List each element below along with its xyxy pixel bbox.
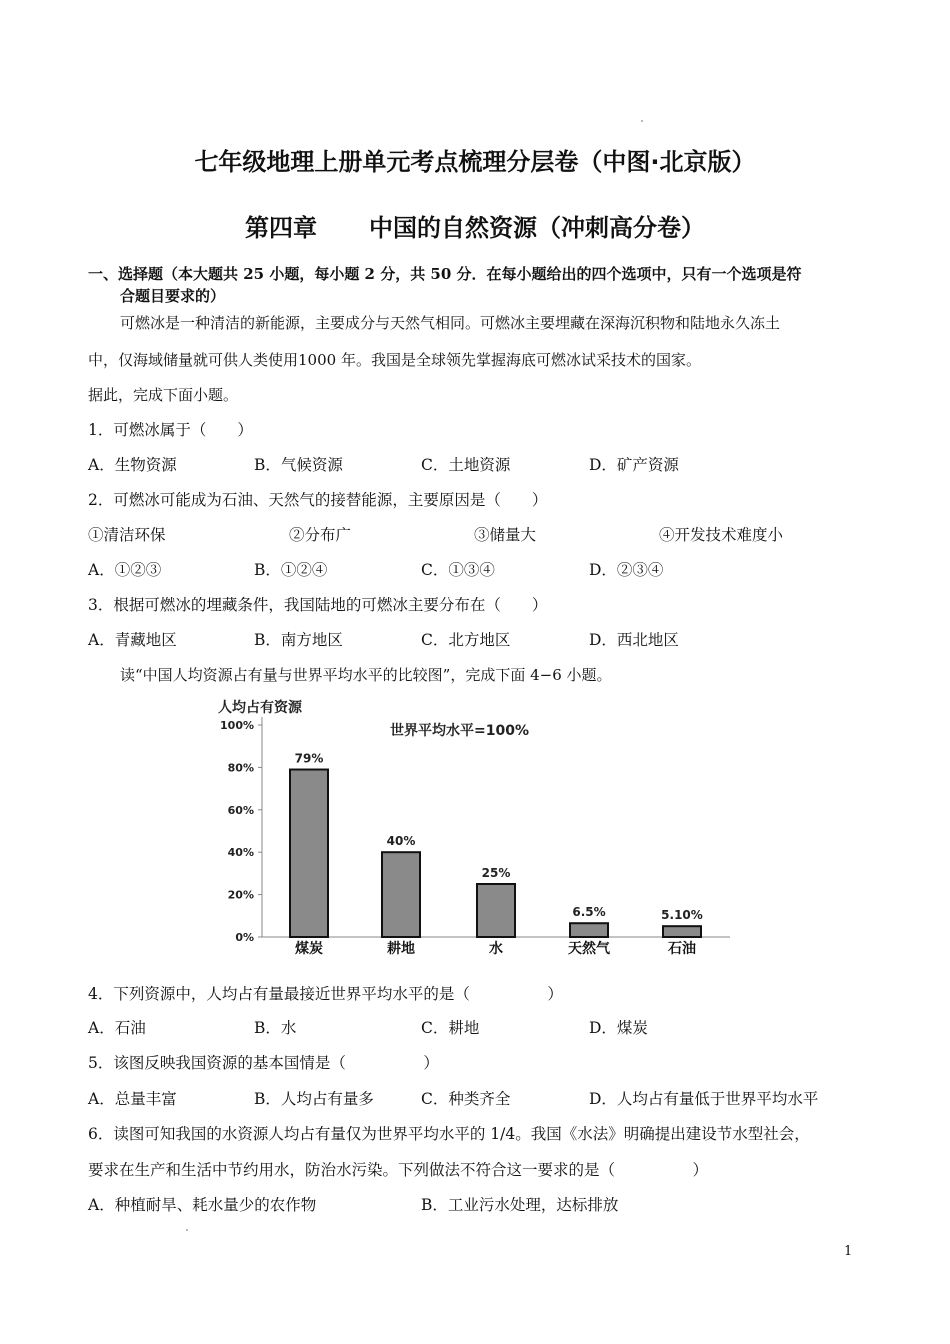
q5-stem: 5．该图反映我国资源的基本国情是（ ） [88,1054,439,1072]
q4-option-a: A．石油 [88,1019,146,1037]
q2-option-d: D．②③④ [589,561,664,579]
bar-value-label: 6.5% [572,905,606,920]
bar-石油 [663,926,701,937]
q2-option-a: A．①②③ [88,561,162,579]
resource-bar-chart [212,695,742,960]
q2-statement-1: ①清洁环保 [88,526,166,544]
chapter-name: 中国的自然资源（冲刺高分卷） [369,214,705,242]
bar-value-label: 25% [481,866,511,880]
y-tick-label: 40% [227,846,254,860]
q2-statement-3: ③储量大 [474,526,537,544]
x-category-label: 天然气 [568,941,610,957]
q1-option-d: D．矿产资源 [589,456,679,474]
section-heading-line1: 一、选择题（本大题共 25 小题，每小题 2 分，共 50 分．在每小题给出的四个选项中，只有一个选项是符 [88,265,802,283]
q5-option-d: D．人均占有量低于世界平均水平 [589,1090,819,1108]
passage1-line3: 据此，完成下面小题。 [88,386,239,404]
y-tick-label: 60% [227,803,254,817]
chart-title: 世界平均水平=100% [390,723,529,739]
y-tick-label: 20% [227,888,254,902]
q1-stem: 1．可燃冰属于（ ） [88,421,253,439]
bar-天然气 [570,923,608,937]
passage1-line2: 中，仅海域储量就可供人类使用1000 年。我国是全球领先掌握海底可燃冰试采技术的国家。 [88,351,701,369]
x-category-label: 煤炭 [295,941,323,957]
x-category-label: 石油 [668,941,696,957]
y-tick-label: 80% [227,761,254,775]
y-tick-label: 100% [220,719,254,732]
bar-煤炭 [290,770,328,937]
q1-option-a: A．生物资源 [88,456,177,474]
scan-dot [641,120,643,122]
bar-value-label: 5.10% [661,908,703,923]
chart-ylabel: 人均占有资源 [218,700,302,716]
page-number: 1 [844,1244,853,1259]
y-tick-label: 0% [235,931,254,944]
q2-statement-2: ②分布广 [289,526,352,544]
q2-statement-4: ④开发技术难度小 [659,526,784,544]
page-title: 七年级地理上册单元考点梳理分层卷（中图·北京版） [194,148,756,176]
chapter-number: 第四章 [245,214,317,242]
q2-option-c: C．①③④ [421,561,495,579]
section-heading [88,263,878,307]
x-category-label: 耕地 [387,941,415,957]
q1-option-b: B．气候资源 [254,456,343,474]
bar-value-label: 79% [294,751,324,766]
q3-option-c: C．北方地区 [421,631,511,649]
q4-stem: 4．下列资源中，人均占有量最接近世界平均水平的是（ ） [88,985,563,1003]
q2-stem: 2．可燃冰可能成为石油、天然气的接替能源，主要原因是（ ） [88,491,548,509]
bar-value-label: 40% [386,834,416,849]
q4-option-d: D．煤炭 [589,1019,648,1037]
q1-option-c: C．土地资源 [421,456,511,474]
q4-option-c: C．耕地 [421,1019,480,1037]
q3-option-b: B．南方地区 [254,631,343,649]
q3-option-a: A．青藏地区 [88,631,177,649]
q6-stem-line2: 要求在生产和生活中节约用水，防治水污染。下列做法不符合这一要求的是（ ） [88,1161,709,1179]
q5-option-c: C．种类齐全 [421,1090,511,1108]
q6-option-a: A．种植耐旱、耗水量少的农作物 [88,1196,317,1214]
q4-option-b: B．水 [254,1019,297,1037]
x-category-label: 水 [489,941,503,957]
scan-dot [186,1229,188,1231]
chapter-title [0,208,950,243]
q5-option-b: B．人均占有量多 [254,1090,374,1108]
bar-水 [477,884,515,937]
q6-option-b: B．工业污水处理，达标排放 [421,1196,619,1214]
q5-option-a: A．总量丰富 [88,1090,177,1108]
q3-option-d: D．西北地区 [589,631,679,649]
q2-option-b: B．①②④ [254,561,328,579]
q6-stem-line1: 6．读图可知我国的水资源人均占有量仅为世界平均水平的 1/4。我国《水法》明确提出建设节水型社会， [88,1125,810,1143]
passage2: 读“中国人均资源占有量与世界平均水平的比较图”，完成下面 4−6 小题。 [120,666,612,684]
section-heading-line2: 合题目要求的） [120,287,226,305]
passage1-line1: 可燃冰是一种清洁的新能源，主要成分与天然气相同。可燃冰主要埋藏在深海沉积物和陆地永久冻土 [120,314,781,332]
q3-stem: 3．根据可燃冰的埋藏条件，我国陆地的可燃冰主要分布在（ ） [88,596,548,614]
bar-耕地 [382,852,420,937]
